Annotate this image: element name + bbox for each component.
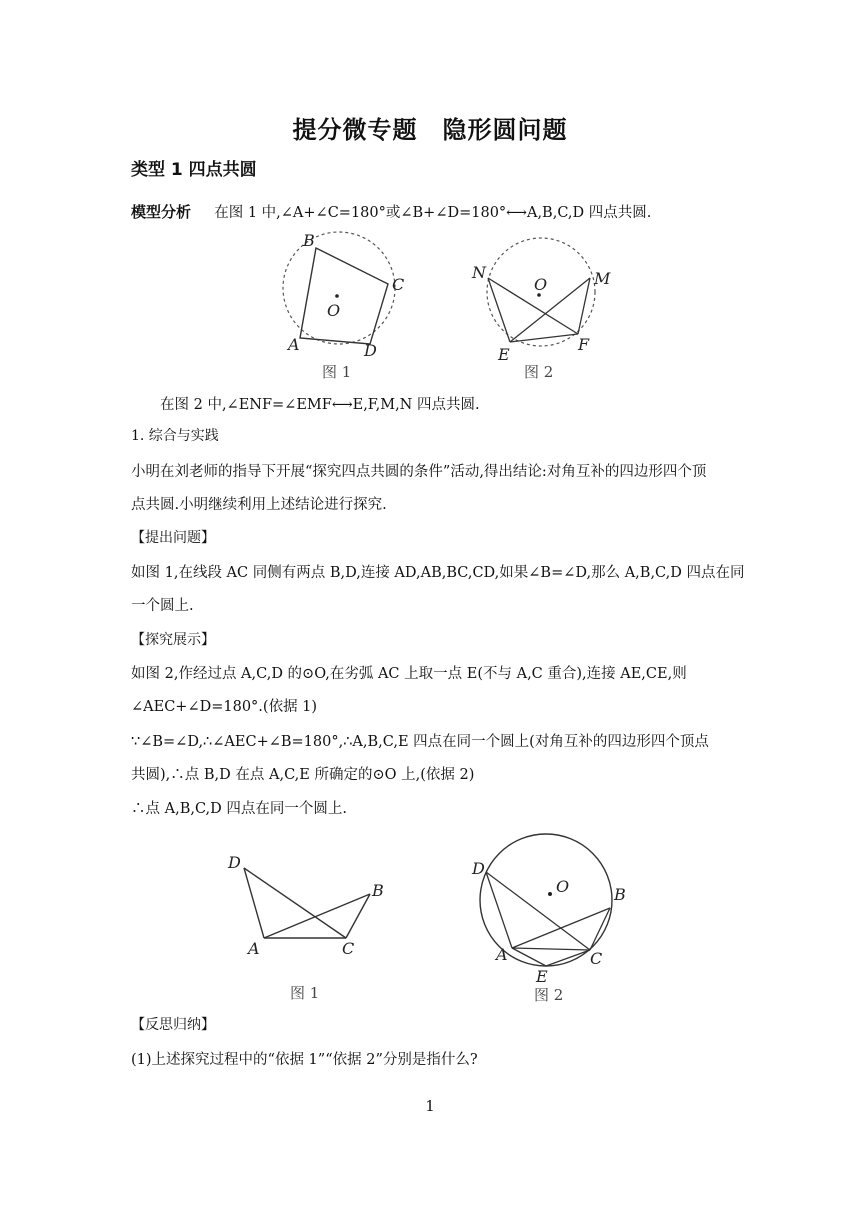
fig2-label-e: E xyxy=(498,345,510,364)
bfig2-line-ab xyxy=(512,908,610,948)
page-title: 提分微专题 隐形圆问题 xyxy=(292,116,568,144)
bfig2-label-e: E xyxy=(536,967,548,986)
intro-line-2: 点共圆.小明继续利用上述结论进行探究. xyxy=(131,497,387,513)
show-line-3: ∵∠B=∠D,∴∠AEC+∠B=180°,∴A,B,C,E 四点在同一个圆上(对角互补的四边形四个顶点 xyxy=(131,734,709,750)
fig1-caption: 图 1 xyxy=(322,363,352,381)
bfig1-line-cb xyxy=(346,894,370,938)
fig2-label-n: N xyxy=(472,263,486,282)
show-line-4: 共圆),∴点 B,D 在点 A,C,E 所确定的⊙O 上,(依据 2) xyxy=(131,767,475,783)
fig1-label-b: B xyxy=(303,231,315,250)
bottom-figure-1 xyxy=(222,850,402,1010)
bfig1-label-c: C xyxy=(342,939,355,958)
model-analysis-line xyxy=(131,202,651,223)
bfig2-label-b: B xyxy=(614,885,626,904)
fig2-label-m: M xyxy=(594,269,611,288)
bfig2-label-o: O xyxy=(556,877,570,896)
question-1: (1)上述探究过程中的“依据 1”“依据 2”分别是指什么? xyxy=(131,1052,478,1068)
bfig2-caption: 图 2 xyxy=(534,986,564,1004)
fig1-circle xyxy=(283,232,395,344)
fig2-line-ne xyxy=(488,278,510,342)
bfig2-line-ac xyxy=(512,948,590,950)
fig1-label-a: A xyxy=(288,335,300,354)
bfig2-line-ce xyxy=(546,950,590,966)
bfig2-label-a: A xyxy=(496,945,508,964)
bfig1-line-ab xyxy=(264,894,370,938)
fig2-text: 在图 2 中,∠ENF=∠EMF⟷E,F,M,N 四点共圆. xyxy=(160,397,480,413)
fig2-label-f: F xyxy=(578,335,590,354)
section-ask: 【提出问题】 xyxy=(131,530,215,546)
bfig1-label-a: A xyxy=(248,939,260,958)
bfig2-center-dot xyxy=(548,892,552,896)
show-line-2: ∠AEC+∠D=180°.(依据 1) xyxy=(131,699,318,715)
show-line-1: 如图 2,作经过点 A,C,D 的⊙O,在劣弧 AC 上取一点 E(不与 A,C 重合),连接 AE,CE,则 xyxy=(131,666,687,682)
model-analysis-text: 在图 1 中,∠A+∠C=180°或∠B+∠D=180°⟷A,B,C,D 四点共圆. xyxy=(214,205,652,221)
fig1-label-d: D xyxy=(364,341,377,360)
fig2-label-o: O xyxy=(534,275,548,294)
bfig2-line-da xyxy=(486,872,512,948)
fig1-label-c: C xyxy=(392,275,405,294)
model-analysis-label: 模型分析 xyxy=(131,203,192,221)
intro-line-1: 小明在刘老师的指导下开展“探究四点共圆的条件”活动,得出结论:对角互补的四边形四个顶 xyxy=(131,464,707,480)
fig1-label-o: O xyxy=(327,301,341,320)
ask-line-2: 一个圆上. xyxy=(131,598,194,614)
bfig1-caption: 图 1 xyxy=(290,984,320,1002)
fig1-quadrilateral xyxy=(300,248,388,344)
fig2-line-nf xyxy=(488,278,578,334)
bfig1-line-da xyxy=(244,868,264,938)
bfig1-label-b: B xyxy=(372,881,384,900)
bfig1-label-d: D xyxy=(228,853,241,872)
bfig2-line-dc xyxy=(486,872,590,950)
fig1-center-dot xyxy=(335,294,339,298)
section-reflect: 【反思归纳】 xyxy=(131,1017,215,1033)
bfig1-line-dc xyxy=(244,868,346,938)
bfig2-label-c: C xyxy=(590,949,603,968)
type1-heading: 类型 1 四点共圆 xyxy=(131,160,257,180)
top-figure-2 xyxy=(468,228,618,388)
bottom-figure-2 xyxy=(466,826,636,1006)
problem-title: 1. 综合与实践 xyxy=(131,428,219,444)
fig2-caption: 图 2 xyxy=(524,363,554,381)
fig2-line-ef xyxy=(510,334,578,342)
show-line-5: ∴点 A,B,C,D 四点在同一个圆上. xyxy=(131,801,347,817)
section-show: 【探究展示】 xyxy=(131,632,215,648)
page-number: 1 xyxy=(425,1097,435,1115)
top-figure-1 xyxy=(270,228,420,388)
bfig2-label-d: D xyxy=(472,859,485,878)
ask-line-1: 如图 1,在线段 AC 同侧有两点 B,D,连接 AD,AB,BC,CD,如果∠B=∠D,那么 A,B,C,D 四点在同 xyxy=(131,565,745,581)
